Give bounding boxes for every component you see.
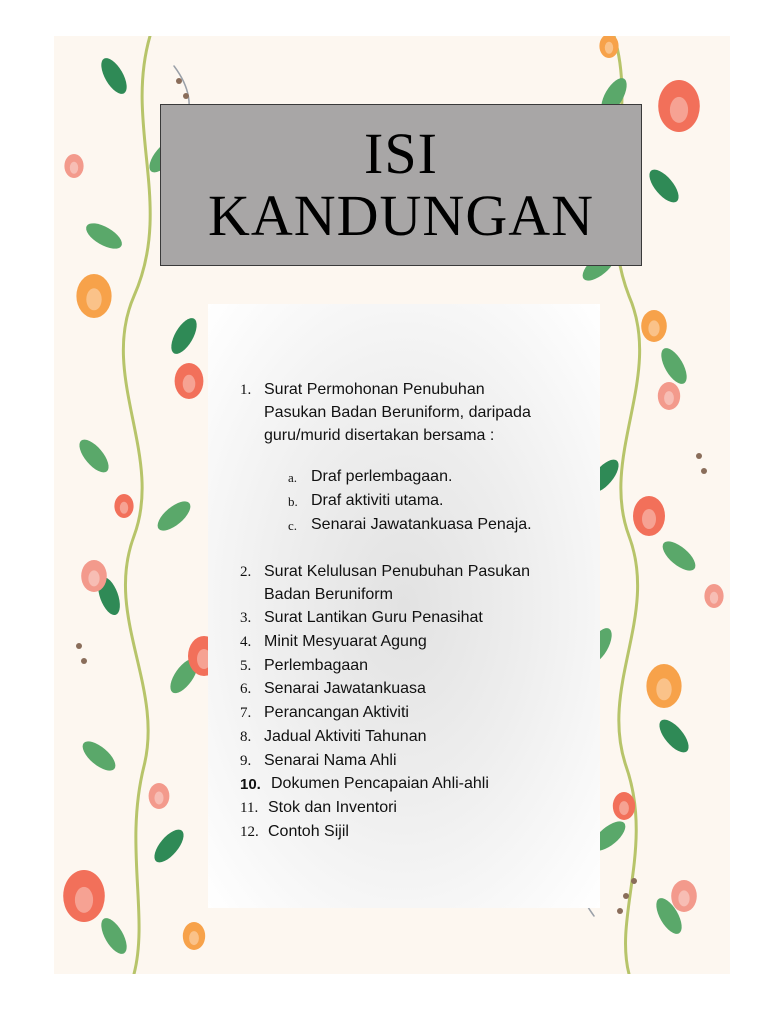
title-box — [160, 104, 642, 266]
item-3-text: Surat Lantikan Guru Penasihat — [264, 609, 483, 626]
seed-dot — [617, 908, 623, 914]
item-6-text: Senarai Jawatankuasa — [264, 680, 426, 697]
item-8-number: 8. — [240, 729, 252, 745]
leaf — [658, 536, 700, 576]
item-2-text-line-1: Surat Kelulusan Penubuhan Pasukan — [264, 563, 530, 580]
flower-center — [656, 678, 671, 700]
document-page — [54, 36, 730, 974]
item-6-number: 6. — [240, 681, 252, 697]
item-10-number: 10. — [240, 776, 261, 793]
flower-center — [619, 801, 629, 815]
seed-dot — [81, 658, 87, 664]
flower-center — [154, 791, 163, 804]
item-1-number: 1. — [240, 382, 252, 398]
subitem-c-text: Senarai Jawatankuasa Penaja. — [311, 516, 532, 533]
item-12-number: 12. — [240, 824, 259, 840]
item-2-text-line-2: Badan Beruniform — [264, 586, 393, 603]
seed-dot — [183, 93, 189, 99]
flower-center — [75, 887, 93, 913]
subitem-b-letter: b. — [288, 494, 298, 509]
subitem-b-text: Draf aktiviti utama. — [311, 492, 444, 509]
leaf — [96, 914, 132, 958]
item-4-text: Minit Mesyuarat Agung — [264, 633, 427, 650]
leaf — [96, 54, 132, 98]
flower-center — [70, 162, 78, 174]
flower-center — [88, 570, 99, 586]
table-of-contents — [208, 304, 600, 908]
item-11-text: Stok dan Inventori — [268, 799, 397, 816]
item-7-number: 7. — [240, 705, 252, 721]
item-7-text: Perancangan Aktiviti — [264, 704, 409, 721]
subitem-c-letter: c. — [288, 518, 298, 533]
leaf — [82, 218, 126, 254]
subitem-a-letter: a. — [288, 470, 298, 485]
item-4-number: 4. — [240, 634, 252, 650]
flower-center — [183, 375, 196, 393]
flower-center — [86, 288, 101, 310]
item-8-text: Jadual Aktiviti Tahunan — [264, 728, 427, 745]
item-2-number: 2. — [240, 564, 252, 580]
title-line-1: ISI — [364, 121, 438, 186]
item-5-number: 5. — [240, 658, 252, 674]
seed-dot — [696, 453, 702, 459]
flower-center — [120, 502, 128, 514]
item-3-number: 3. — [240, 610, 252, 626]
leaf — [153, 496, 195, 536]
leaf — [654, 715, 694, 757]
flower-center — [670, 97, 688, 123]
flower-center — [189, 931, 199, 945]
seed-dot — [76, 643, 82, 649]
item-10-text: Dokumen Pencapaian Ahli-ahli — [271, 775, 489, 792]
flower-center — [664, 391, 674, 405]
title-line-2: KANDUNGAN — [208, 183, 594, 248]
seed-dot — [631, 878, 637, 884]
subitem-a-text: Draf perlembagaan. — [311, 468, 453, 485]
item-12-text: Contoh Sijil — [268, 823, 349, 840]
flower-center — [642, 509, 656, 529]
leaf — [74, 435, 114, 477]
flower-center — [605, 42, 613, 54]
item-5-text: Perlembagaan — [264, 657, 369, 674]
item-1-text-line-3: guru/murid disertakan bersama : — [264, 427, 495, 444]
leaf — [149, 825, 189, 867]
seed-dot — [176, 78, 182, 84]
seed-dot — [623, 893, 629, 899]
leaf — [166, 314, 202, 358]
flower-center — [678, 890, 689, 906]
flower-center — [710, 592, 718, 604]
leaf — [78, 736, 120, 776]
leaf — [656, 344, 692, 388]
flower-center — [648, 320, 659, 336]
seed-dot — [701, 468, 707, 474]
leaf — [644, 165, 684, 207]
item-1-text-line-2: Pasukan Badan Beruniform, daripada — [264, 404, 531, 421]
item-11-number: 11. — [240, 800, 259, 816]
item-9-number: 9. — [240, 753, 252, 769]
item-9-text: Senarai Nama Ahli — [264, 752, 397, 769]
item-1-text-line-1: Surat Permohonan Penubuhan — [264, 381, 485, 398]
